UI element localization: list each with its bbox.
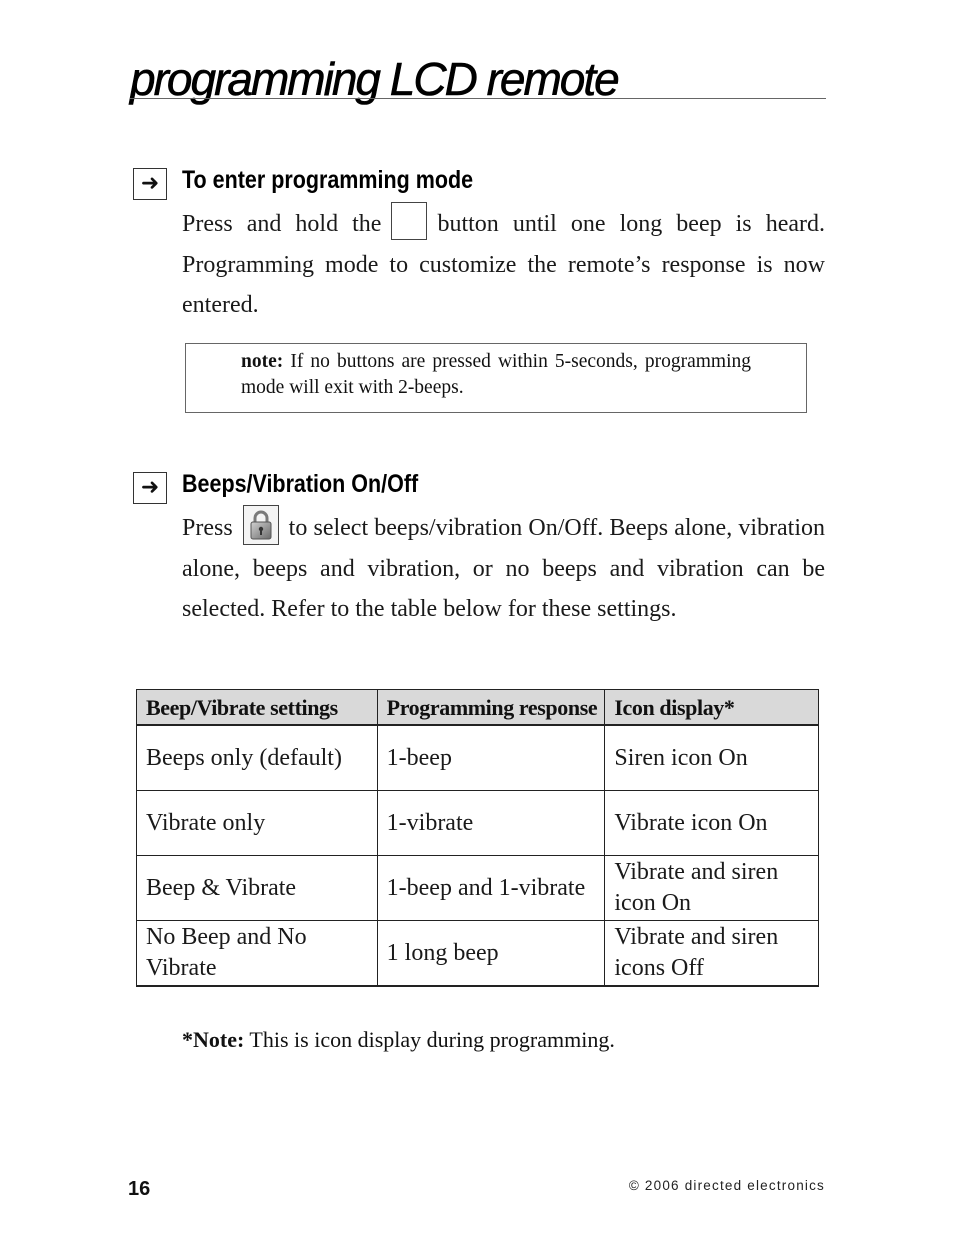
table-cell: Beep & Vibrate [137, 856, 378, 921]
table-row [137, 856, 819, 921]
table-row [137, 725, 819, 791]
title-divider [130, 98, 826, 99]
table-cell: Vibrate and siren icon On [605, 856, 819, 921]
table-row [137, 791, 819, 856]
table-cell: Vibrate only [137, 791, 378, 856]
section-heading-beeps-vibration: Beeps/Vibration On/Off [182, 470, 419, 498]
table-cell: Siren icon On [605, 725, 819, 791]
table-row [137, 921, 819, 987]
table-cell: 1-vibrate [377, 791, 605, 856]
table-cell: 1-beep and 1-vibrate [377, 856, 605, 921]
section-paragraph-beeps-vibration [182, 508, 825, 630]
note-text [241, 349, 751, 401]
copyright-text: © 2006 directed electronics [628, 1178, 825, 1193]
page-number: 16 [128, 1178, 151, 1200]
footnote-text: This is icon display during programming. [249, 1027, 615, 1052]
paragraph-text: to select beeps/vibration On/Off. Beeps alone, vibration alone, beeps and vibration, or no beeps and vibration can be selected. Refer to the table below for these settings. [182, 515, 825, 622]
lock-icon [243, 505, 279, 545]
table-cell: 1-beep [377, 725, 605, 791]
footnote [182, 1027, 615, 1053]
section-paragraph-programming-mode [182, 204, 825, 326]
table-cell: Beeps only (default) [137, 725, 378, 791]
right-arrow-icon: ➜ [133, 168, 167, 200]
note-box [185, 343, 807, 413]
footnote-label: *Note: [182, 1027, 245, 1052]
table-cell: Vibrate and siren icons Off [605, 921, 819, 987]
table-header-row [137, 690, 819, 726]
paragraph-text: Press [182, 515, 233, 541]
paragraph-text: button until one long beep is heard. Programming mode to customize the remote’s response is now entered. [182, 211, 825, 318]
page-title: programming LCD remote [130, 53, 618, 105]
column-header: Beep/Vibrate settings [137, 690, 378, 726]
section-heading-programming-mode: To enter programming mode [182, 166, 474, 194]
settings-table [136, 689, 819, 987]
note-label: note: [241, 351, 284, 372]
paragraph-text: Press and hold the [182, 211, 382, 237]
table-cell: 1 long beep [377, 921, 605, 987]
right-arrow-icon: ➜ [133, 472, 167, 504]
remote-button-icon [391, 202, 427, 240]
column-header: Programming response [377, 690, 605, 726]
table-cell: No Beep and No Vibrate [137, 921, 378, 987]
column-header: Icon display* [605, 690, 819, 726]
note-body: If no buttons are pressed within 5-seconds, programming mode will exit with 2-beeps. [241, 351, 751, 398]
table-cell: Vibrate icon On [605, 791, 819, 856]
